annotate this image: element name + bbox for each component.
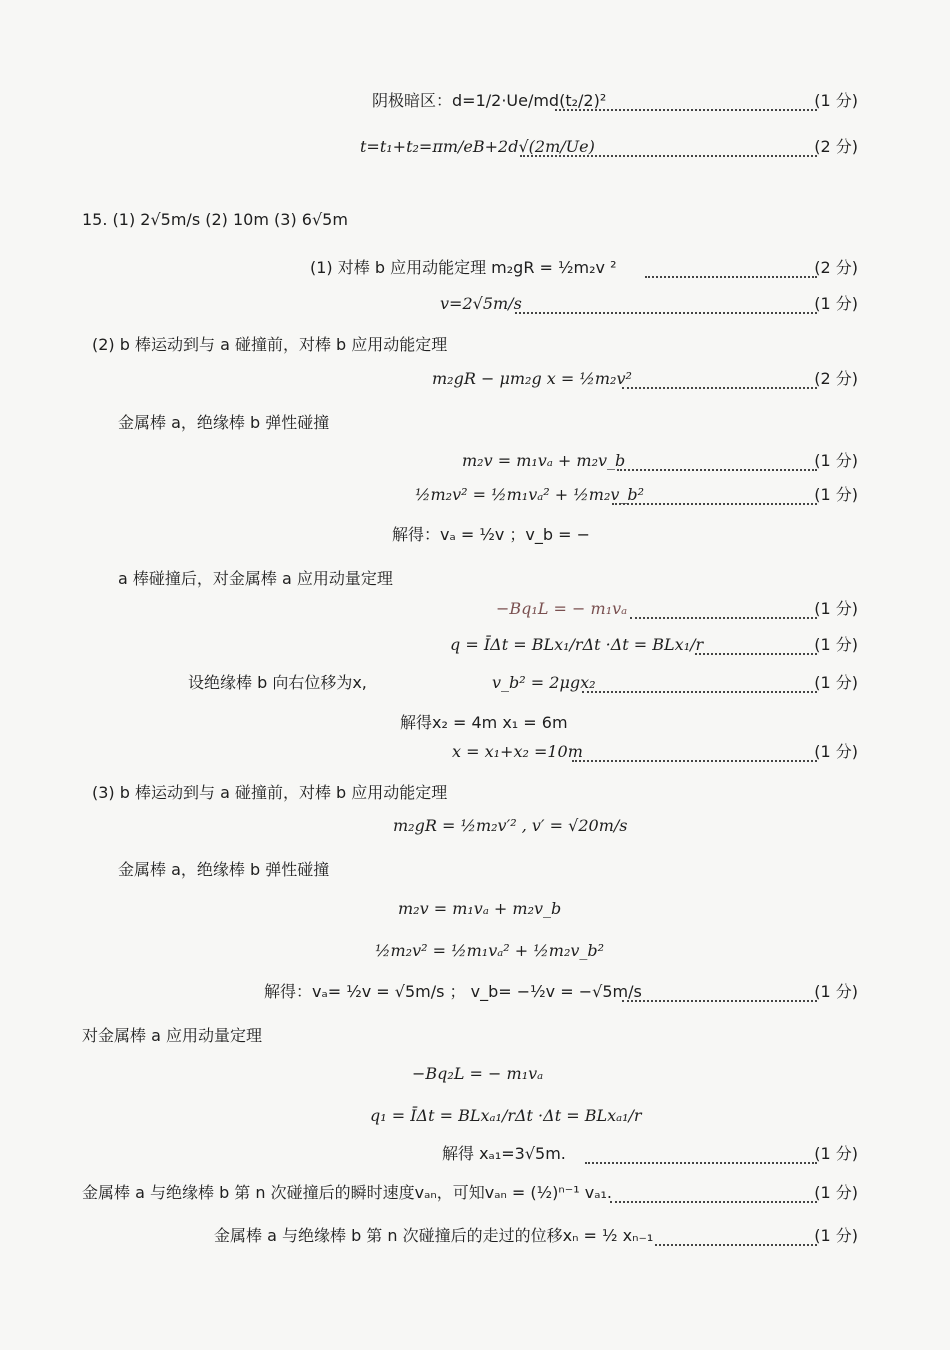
- line-part2-energy: m₂gR − μm₂g x = ½m₂v²: [432, 369, 632, 388]
- leader-dots: [555, 109, 817, 111]
- line-part3-energy: m₂gR = ½m₂v′² , v′ = √20m/s: [393, 816, 628, 835]
- line-impulse-theorem: −Bq₁L = − m₁vₐ: [496, 599, 628, 618]
- points-label: (1 分): [814, 742, 858, 761]
- leader-dots: [610, 1201, 817, 1203]
- line-impulse-theorem-2: −Bq₂L = − m₁vₐ: [412, 1064, 544, 1083]
- points-label: (2 分): [814, 369, 858, 388]
- line-solution-velocities-2: 解得：vₐ= ½v = √5m/s ； v_b= −½v = −√5m/s: [264, 982, 642, 1001]
- line-total-displacement: x = x₁+x₂ =10m: [452, 742, 583, 761]
- points-label: (1 分): [814, 91, 858, 110]
- line-charge-expression: q = ĪΔt = BLx₁/rΔt ·Δt = BLx₁/r: [450, 635, 704, 654]
- line-momentum-conservation: m₂v = m₁vₐ + m₂v_b: [462, 451, 626, 470]
- points-label: (1 分): [814, 635, 858, 654]
- leader-dots: [622, 387, 817, 389]
- points-label: (1 分): [814, 294, 858, 313]
- leader-dots: [617, 469, 817, 471]
- elastic-collision-heading: 金属棒 a，绝缘棒 b 弹性碰撞: [118, 413, 330, 432]
- leader-dots: [585, 1162, 817, 1164]
- leader-dots: [622, 1000, 817, 1002]
- leader-dots: [515, 312, 817, 314]
- line-energy-conservation: ½m₂v² = ½m₁vₐ² + ½m₂v_b²: [415, 485, 645, 504]
- points-label: (1 分): [814, 1226, 858, 1245]
- line-friction-kinematics: v_b² = 2μgx₂: [492, 673, 596, 692]
- line-total-time: t=t₁+t₂=πm/eB+2d√(2m/Ue): [360, 137, 595, 156]
- line-nth-collision-displacement: 金属棒 a 与绝缘棒 b 第 n 次碰撞后的走过的位移xₙ = ½ xₙ₋₁: [214, 1226, 654, 1245]
- line-energy-conservation-2: ½m₂v² = ½m₁vₐ² + ½m₂v_b²: [375, 941, 605, 960]
- leader-dots: [655, 1244, 817, 1246]
- leader-dots: [572, 760, 817, 762]
- line-cathode-dark-region: 阴极暗区：d=1/2·Ue/md(t₂/2)²: [372, 91, 607, 110]
- points-label: (1 分): [814, 485, 858, 504]
- elastic-collision-heading-2: 金属棒 a，绝缘棒 b 弹性碰撞: [118, 860, 330, 879]
- part3-heading: (3) b 棒运动到与 a 碰撞前，对棒 b 应用动能定理: [92, 783, 448, 802]
- line-nth-collision-velocity: 金属棒 a 与绝缘棒 b 第 n 次碰撞后的瞬时速度vₐₙ，可知vₐₙ = (½)ⁿ⁻¹ vₐ₁.: [82, 1183, 612, 1202]
- after-collision-heading: a 棒碰撞后，对金属棒 a 应用动量定理: [118, 569, 393, 588]
- points-label: (2 分): [814, 258, 858, 277]
- line-velocity-result: v=2√5m/s: [440, 294, 522, 313]
- line-charge-expression-2: q₁ = ĪΔt = BLxₐ₁/rΔt ·Δt = BLxₐ₁/r: [370, 1106, 642, 1125]
- points-label: (1 分): [814, 982, 858, 1001]
- line-part1-energy-theorem: (1) 对棒 b 应用动能定理 m₂gR = ½m₂v ²: [310, 258, 617, 277]
- line-solution-xa1: 解得 xₐ₁=3√5m.: [442, 1144, 566, 1163]
- leader-dots: [520, 155, 817, 157]
- points-label: (1 分): [814, 1144, 858, 1163]
- points-label: (1 分): [814, 451, 858, 470]
- points-label: (2 分): [814, 137, 858, 156]
- line-solution-displacements: 解得x₂ = 4m x₁ = 6m: [400, 713, 568, 732]
- line-displacement-label: 设绝缘棒 b 向右位移为x,: [188, 673, 367, 692]
- points-label: (1 分): [814, 599, 858, 618]
- leader-dots: [695, 653, 817, 655]
- points-label: (1 分): [814, 673, 858, 692]
- leader-dots: [645, 276, 817, 278]
- leader-dots: [582, 691, 817, 693]
- question-15-answers: 15. (1) 2√5m/s (2) 10m (3) 6√5m: [82, 210, 348, 229]
- line-solution-velocities: 解得：vₐ = ½v ；v_b = −: [392, 525, 590, 544]
- line-momentum-conservation-2: m₂v = m₁vₐ + m₂v_b: [398, 899, 562, 918]
- momentum-theorem-heading: 对金属棒 a 应用动量定理: [82, 1026, 262, 1045]
- part2-heading: (2) b 棒运动到与 a 碰撞前，对棒 b 应用动能定理: [92, 335, 448, 354]
- leader-dots: [630, 617, 817, 619]
- points-label: (1 分): [814, 1183, 858, 1202]
- leader-dots: [612, 503, 817, 505]
